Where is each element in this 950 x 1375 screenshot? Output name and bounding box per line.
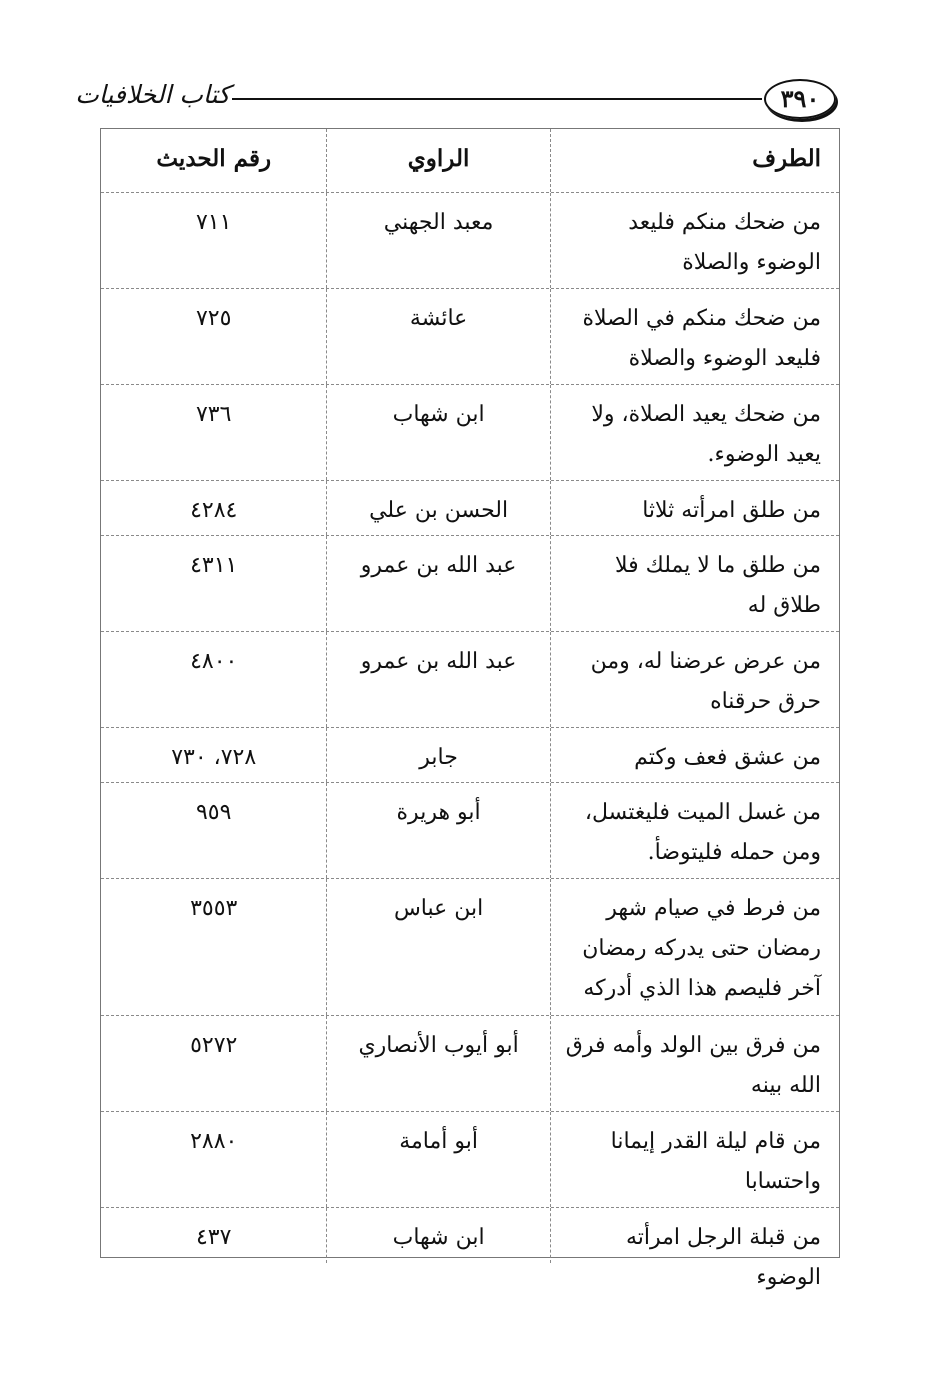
phrase-cell: من قام ليلة القدر إيمانا واحتسابا [550,1112,839,1207]
column-header-phrase: الطرف [550,129,839,192]
narrator-cell: ابن شهاب [326,1208,549,1263]
narrator-cell: عبد الله بن عمرو [326,536,549,631]
table-row [101,783,839,879]
phrase-cell: من قبلة الرجل امرأته الوضوء [550,1208,839,1263]
column-header-hadith-number: رقم الحديث [156,145,272,172]
phrase-cell: من ضحك منكم فليعد الوضوء والصلاة [550,193,839,288]
table-row [101,728,839,783]
narrator-cell: معبد الجهني [326,193,549,288]
hadith-number-cell: ٤٢٨٤ [190,498,238,523]
hadith-number-cell: ٤٨٠٠ [190,649,238,674]
phrase-cell: من عرض عرضنا له، ومن حرق حرقناه [550,632,839,727]
page-number: ٣٩٠ [764,79,836,119]
narrator-cell: أبو أيوب الأنصاري [326,1016,549,1111]
table-row [101,879,839,1016]
narrator-cell: الحسن بن علي [326,481,549,535]
hadith-number-cell: ٤٣١١ [190,553,238,578]
table-row [101,632,839,728]
hadith-number-cell: ٥٢٧٢ [190,1033,238,1058]
table-row [101,536,839,632]
narrator-cell: ابن شهاب [326,385,549,480]
narrator-cell: عائشة [326,289,549,384]
narrator-cell: أبو أمامة [326,1112,549,1207]
table-row [101,385,839,481]
phrase-cell: من عشق فعف وكتم [550,728,839,782]
page-header [75,74,840,122]
narrator-cell: جابر [326,728,549,782]
phrase-cell: من ضحك يعيد الصلاة، ولا يعيد الوضوء. [550,385,839,480]
phrase-cell: من طلق ما لا يملك فلا طلاق له [550,536,839,631]
table-header-row [101,129,839,193]
narrator-cell: أبو هريرة [326,783,549,878]
hadith-number-cell: ٩٥٩ [195,800,232,825]
book-title: كتاب الخلافيات [75,80,230,109]
phrase-cell: من غسل الميت فليغتسل، ومن حمله فليتوضأ. [550,783,839,878]
header-rule [232,98,762,100]
hadith-number-cell: ٧٢٨، ٧٣٠ [171,745,257,770]
phrase-cell: من طلق امرأته ثلاثا [550,481,839,535]
narrator-cell: ابن عباس [326,879,549,1015]
hadith-number-cell: ٧٢٥ [195,306,232,331]
phrase-cell: من ضحك منكم في الصلاة فليعد الوضوء والصلاة [550,289,839,384]
table-row [101,1112,839,1208]
hadith-number-cell: ٧١١ [195,210,232,235]
narrator-cell: عبد الله بن عمرو [326,632,549,727]
table-row [101,481,839,536]
table-row [101,193,839,289]
phrase-cell: من فرق بين الولد وأمه فرق الله بينه [550,1016,839,1111]
hadith-index-table [100,128,840,1290]
phrase-cell: من فرط في صيام شهر رمضان حتى يدركه رمضان آخر فليصم هذا الذي أدركه [550,879,839,1015]
table-row [101,289,839,385]
hadith-number-cell: ٣٥٥٣ [190,896,238,921]
hadith-number-cell: ٧٣٦ [195,402,232,427]
table-row [101,1208,839,1290]
hadith-number-cell: ٤٣٧ [195,1225,232,1250]
hadith-number-cell: ٢٨٨٠ [190,1129,238,1154]
column-header-narrator: الراوي [326,129,549,192]
table-row [101,1016,839,1112]
